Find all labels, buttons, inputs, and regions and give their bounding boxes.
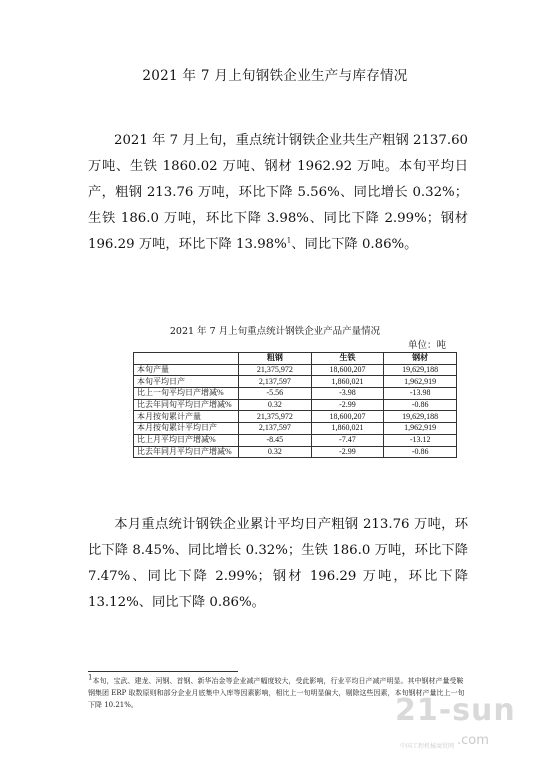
value-cell: 0.32 bbox=[239, 399, 312, 411]
table-row bbox=[134, 364, 457, 376]
value-cell: 2,137,597 bbox=[239, 376, 312, 388]
value-cell: 1,860,021 bbox=[311, 376, 384, 388]
table-row bbox=[134, 434, 457, 446]
table-row bbox=[134, 411, 457, 423]
table-unit: 单位：吨 bbox=[408, 340, 447, 351]
row-label: 比去年同月平均日产增减% bbox=[134, 446, 239, 458]
value-cell: -2.99 bbox=[311, 446, 384, 458]
value-cell: 21,375,972 bbox=[239, 364, 312, 376]
value-cell: 1,860,021 bbox=[311, 423, 384, 435]
footnote-text: 本旬，宝武、建龙、河钢、首钢、新华冶金等企业减产幅度较大，受此影响，行业平均日产减产明显。其中钢材产量受鞍钢集团 ERP 取数原则和部分企业月底集中入库等因素影响，相比上一旬明显偏大，剔除这些因素，本旬钢材产量比上一旬下降 10.21%。 bbox=[88, 677, 465, 709]
footnote-divider bbox=[88, 671, 238, 672]
watermark-tag-text: 中国工程机械商贸网 bbox=[400, 743, 455, 750]
document-title: 2021 年 7 月上旬钢铁企业生产与库存情况 bbox=[142, 68, 408, 84]
value-cell: 1,962,919 bbox=[384, 376, 457, 388]
header-cell-blank bbox=[134, 353, 239, 365]
value-cell: 21,375,972 bbox=[239, 411, 312, 423]
row-label: 本月按旬累计平均日产 bbox=[134, 423, 239, 435]
paragraph-1-tail: 、同比下降 0.86%。 bbox=[291, 237, 418, 252]
watermark-domain-text: .com bbox=[457, 733, 489, 748]
row-label: 比上月平均日产增减% bbox=[134, 434, 239, 446]
header-pig-iron: 生铁 bbox=[311, 353, 384, 365]
table-title: 2021 年 7 月上旬重点统计钢铁企业产品产量情况 bbox=[169, 326, 381, 337]
value-cell: -0.86 bbox=[384, 446, 457, 458]
row-label: 本旬平均日产 bbox=[134, 376, 239, 388]
table-row bbox=[134, 376, 457, 388]
row-label: 比去年同旬平均日产增减% bbox=[134, 399, 239, 411]
table-row bbox=[134, 399, 457, 411]
header-steel-products: 钢材 bbox=[384, 353, 457, 365]
value-cell: -13.12 bbox=[384, 434, 457, 446]
value-cell: 18,600,207 bbox=[311, 411, 384, 423]
production-table bbox=[133, 352, 457, 458]
table-row bbox=[134, 446, 457, 458]
value-cell: -2.99 bbox=[311, 399, 384, 411]
value-cell: 0.32 bbox=[239, 446, 312, 458]
table-header-row bbox=[134, 353, 457, 365]
header-crude-steel: 粗钢 bbox=[239, 353, 312, 365]
value-cell: -8.45 bbox=[239, 434, 312, 446]
value-cell: -3.98 bbox=[311, 388, 384, 400]
footnote-reference[interactable]: 1 bbox=[286, 236, 292, 245]
paragraph-1-text: 2021 年 7 月上旬，重点统计钢铁企业共生产粗钢 2137.60 万吨、生铁 1860.02 万吨、钢材 1962.92 万吨。本旬平均日产，粗钢 213.76 万吨，环比下降 5.56%、同比增长 0.32%；生铁 186.0 万吨，环比下降 3.98%、同比下降 2.99%；钢材 196.29 万吨，环比下降 13.98% bbox=[88, 133, 468, 252]
footnote-mark: 1 bbox=[88, 673, 93, 682]
value-cell: -7.47 bbox=[311, 434, 384, 446]
value-cell: 2,137,597 bbox=[239, 423, 312, 435]
row-label: 本月按旬累计产量 bbox=[134, 411, 239, 423]
value-cell: 18,600,207 bbox=[311, 364, 384, 376]
value-cell: 19,629,188 bbox=[384, 411, 457, 423]
footnote bbox=[88, 675, 468, 711]
value-cell: 19,629,188 bbox=[384, 364, 457, 376]
table-body bbox=[134, 364, 457, 458]
value-cell: 1,962,919 bbox=[384, 423, 457, 435]
watermark-main-text: 21-sun bbox=[395, 693, 516, 728]
paragraph-2-text: 本月重点统计钢铁企业累计平均日产粗钢 213.76 万吨，环比下降 8.45%、同比增长 0.32%；生铁 186.0 万吨，环比下降 7.47%、同比下降 2.99%；钢材 196.29 万吨，环比下降 13.12%、同比下降 0.86%。 bbox=[88, 517, 468, 610]
value-cell: -5.56 bbox=[239, 388, 312, 400]
paragraph-monthly-output bbox=[88, 512, 468, 616]
paragraph-daily-output bbox=[88, 128, 468, 258]
row-label: 本旬产量 bbox=[134, 364, 239, 376]
table-row bbox=[134, 388, 457, 400]
table-row bbox=[134, 423, 457, 435]
value-cell: -0.86 bbox=[384, 399, 457, 411]
row-label: 比上一旬平均日产增减% bbox=[134, 388, 239, 400]
value-cell: -13.98 bbox=[384, 388, 457, 400]
